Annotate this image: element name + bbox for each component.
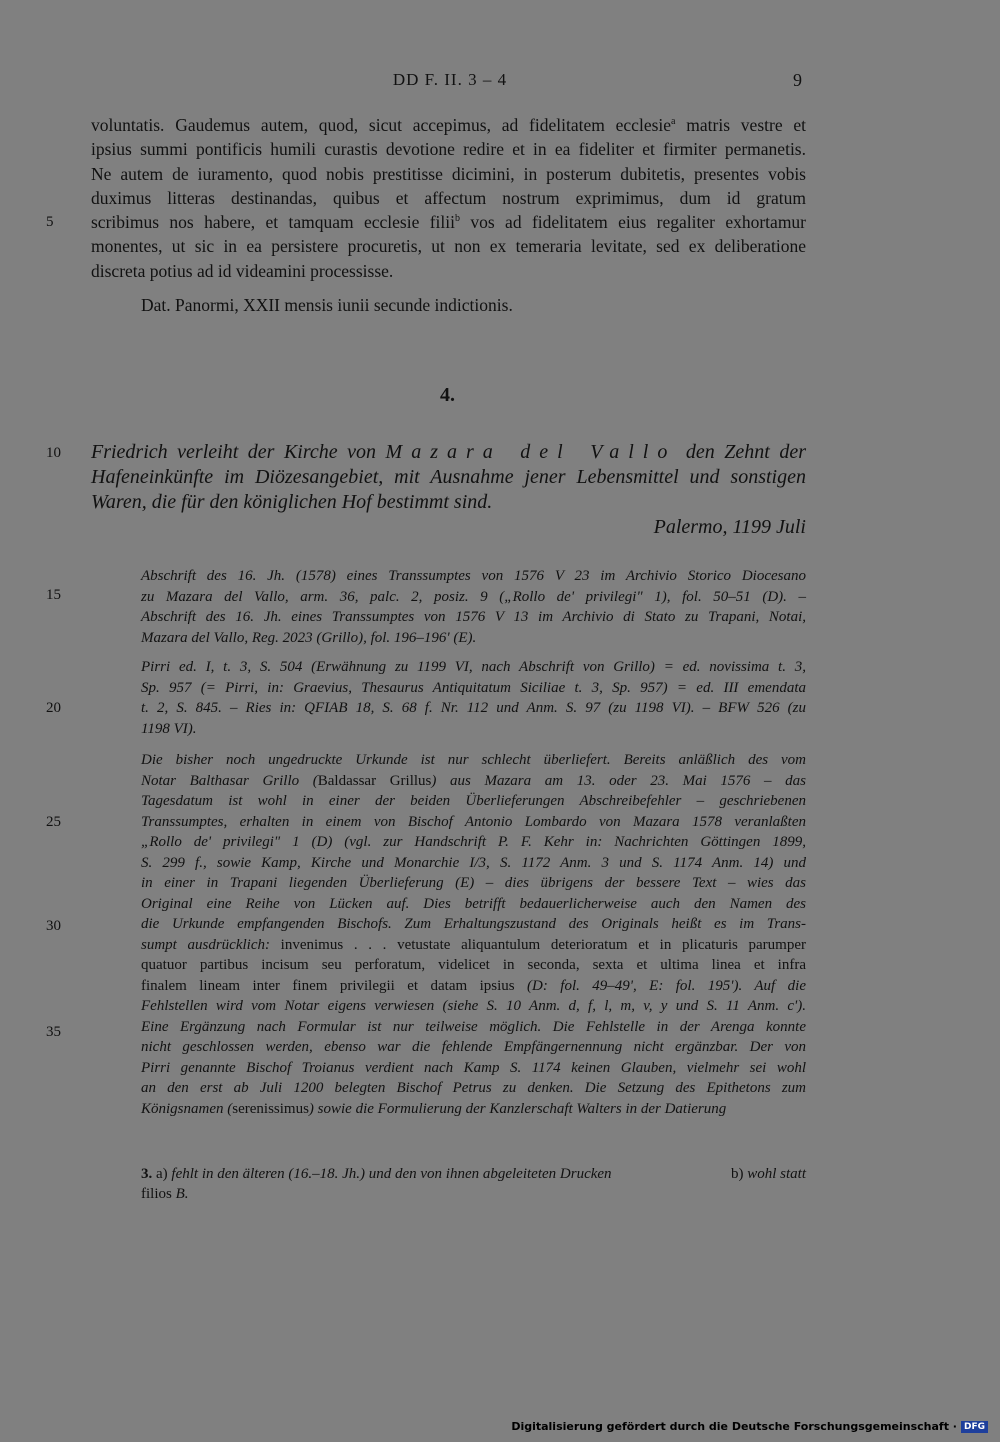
line-number: 25 [46, 814, 61, 830]
page-number: 9 [793, 70, 802, 90]
commentary-paragraph: Die bisher noch ungedruckte Urkunde ist nur schlecht überliefert. Bereits anläßlich des vom Notar Balthasar Grillo (Baldassar Grillus) aus Mazara am 13. oder 23. Mai 1576 – das Tagesdatum ist wohl in einer der beiden Überlieferungen Abschreibefehler – geschriebenen Transsumptes, erhalten in einem von Bischof Antonio Lombardo von Mazara 1578 veranlaßten „Rollo de' privilegi" 1 (D) (vgl. zur Handschrift P. F. Kehr in: Nachrichten Göttingen 1899, S. 299 f., sowie Kamp, Kirche und Monarchie I/3, S. 1172 Anm. 3 und S. 1174 Anm. 14) und in einer in Trapani liegenden Überlieferung (E) – dies übrigens der bessere Text – wies das Original eine Reihe von Lücken auf. Dies betrifft bedauerlicherweise auch den Namen des die Urkunde empfangenden Bischofs. Zum Erhaltungszustand des Originals heißt es im Trans- sumpt ausdrücklich: invenimus . . . vetustate aliquantulum deterioratum et in plicaturis parumper quatuor partibus incisum seu perforatum, videlicet in seconda, sexta et ultima linea et infra finalem lineam inter finem privilegii et datam ipsius (D: fol. 49–49', E: fol. 195'). Auf die Fehlstellen wird vom Notar eigens verwiesen (siehe S. 10 Anm. d, f, l, m, v, y und S. 11 Anm. c'). Eine Ergänzung nach Formular ist nur teilweise möglich. Die Fehlstelle in der Arenga konnte nicht geschlossen werden, ebenso war die fehlende Empfängernennung nicht ergänzbar. Der von Pirri genannte Bischof Troianus verdient nach Kamp S. 1174 keinen Glauben, vielmehr sei wohl an den erst ab Juli 1200 belegten Bischof Petrus zu denken. Die Setzung des Epithetons zum Königsnamen (serenissimus) sowie die Formulierung der Kanzlerschaft Walters in der Datierung [141, 752, 806, 1117]
footnote-marker[interactable]: a [671, 116, 676, 128]
editions-paragraph: Pirri ed. I, t. 3, S. 504 (Erwähnung zu 1199 VI, nach Abschrift von Grillo) = ed. novissima t. 3, Sp. 957 (= Pirri, in: Graevius, Thesaurus Antiquitatum Siciliae t. 3, Sp. 957) = ed. III emendata t. 2, S. 845. – Ries in: QFIAB 18, S. 68 f. Nr. 112 und Anm. S. 97 (zu 1198 VI). – BFW 526 (zu 1198 VI). [141, 659, 806, 737]
document-number: 4. [440, 384, 455, 406]
regest-line: Friedrich verleiht der Kirche von Mazara del Vallo den Zehnt der [91, 441, 806, 463]
dfg-footer: Digitalisierung gefördert durch die Deutsche Forschungsgemeinschaft · DFG [511, 1420, 988, 1433]
tradition-paragraph: Abschrift des 16. Jh. (1578) eines Transsumptes von 1576 V 23 im Archivio Storico Diocesano zu Mazara del Vallo, arm. 36, palc. 2, posiz. 9 („Rollo de' privilegi" 1), fol. 50–51 (D). – Abschrift des 16. Jh. eines Transsumptes von 1576 V 13 im Archivio di Stato zu Trapani, Notai, Mazara del Vallo, Reg. 2023 (Grillo), fol. 196–196' (E). [141, 568, 806, 646]
line-number: 15 [46, 587, 61, 603]
footnote-marker[interactable]: b [455, 213, 460, 225]
footnote-line: filios B. [141, 1186, 189, 1202]
text-line: scribimus nos habere, et tamquam ecclesie filii$^b$ vos ad fidelitatem eius regaliter exhortamur [91, 212, 807, 233]
text-line: duximus litteras destinandas, quibus et affectum nostrum exprimimus, dum id gratum [91, 187, 806, 208]
line-number: 35 [46, 1024, 61, 1040]
footnote-line: 3. a) fehlt in den älteren (16.–18. Jh.) und den von ihnen abgeleiteten Drucken b) wohl statt [141, 1166, 806, 1182]
dfg-logo[interactable]: DFG [961, 1421, 988, 1433]
date-place: Palermo, 1199 Juli [653, 516, 806, 538]
regest-line: Waren, die für den königlichen Hof bestimmt sind. [91, 491, 493, 513]
footnotes [141, 1164, 806, 1204]
text-line: Ne autem de iuramento, quod nobis prestitisse dicimini, in posterum dubitetis, presentes vobis [91, 163, 806, 184]
text-line: monentes, ut sic in ea persistere procuretis, ut non ex temeraria levitate, sed ex deliberatione [91, 236, 806, 257]
regest-line: Hafeneinkünfte im Diözesangebiet, mit Ausnahme jener Lebensmittel und sonstigen [91, 466, 806, 488]
line-number: 5 [46, 214, 54, 230]
line-number: 10 [46, 445, 61, 461]
dating-clause: Dat. Panormi, XXII mensis iunii secunde indictionis. [141, 295, 513, 315]
line-number: 20 [46, 700, 61, 716]
text-line: discreta potius ad id videamini processisse. [91, 260, 394, 281]
running-header: DD F. II. 3 – 4 [392, 70, 508, 89]
regest [91, 440, 806, 515]
line-number: 30 [46, 918, 61, 934]
text-line: voluntatis. Gaudemus autem, quod, sicut accepimus, ad fidelitatem ecclesie$^a$ matris vestre et [91, 115, 807, 135]
text-line: ipsius summi pontificis humili curastis devotione redire et in ea fideliter et firmiter permanetis. [91, 139, 806, 160]
main-text [91, 113, 806, 283]
place-name: Mazara del Vallo [385, 441, 677, 463]
